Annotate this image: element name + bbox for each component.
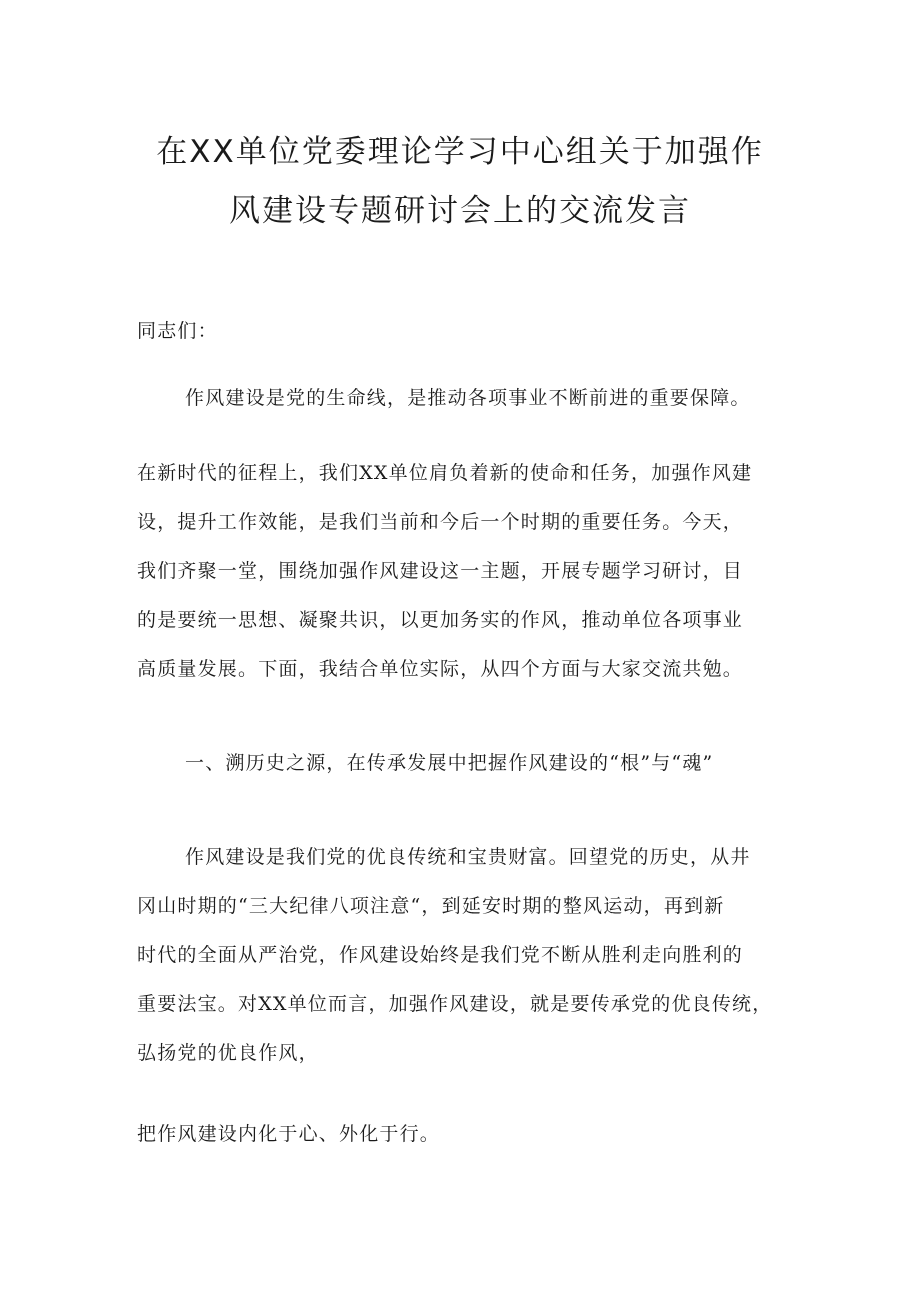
- salutation: 同志们：: [137, 320, 218, 342]
- paragraph2-line-2: 冈山时期的“三大纪律八项注意“，到延安时期的整风运动，再到新: [137, 895, 725, 917]
- paragraph3: 把作风建设内化于心、外化于行。: [137, 1123, 441, 1145]
- paragraph1-line-3: 设，提升工作效能，是我们当前和今后一个时期的重要任务。今天，: [137, 511, 744, 533]
- paragraph2-line-4: 重要法宝。对XX单位而言，加强作风建设，就是要传承党的优良传统，: [137, 993, 773, 1015]
- paragraph1-line-4: 我们齐聚一堂，围绕加强作风建设这一主题，开展专题学习研讨，目: [137, 560, 744, 582]
- section-heading-1: 一、溯历史之源，在传承发展中把握作风建设的“根”与“魂”: [185, 752, 714, 774]
- paragraph1-line-6: 高质量发展。下面，我结合单位实际，从四个方面与大家交流共勉。: [137, 658, 744, 680]
- paragraph2-line-1: 作风建设是我们党的优良传统和宝贵财富。回望党的历史，从井: [185, 846, 751, 868]
- title-line-1: 在XX单位党委理论学习中心组关于加强作: [156, 134, 764, 170]
- paragraph1-line-1: 作风建设是党的生命线，是推动各项事业不断前进的重要保障。: [185, 387, 751, 409]
- paragraph1-line-2: 在新时代的征程上，我们XX单位肩负着新的使命和任务，加强作风建: [137, 462, 753, 484]
- paragraph1-line-5: 的是要统一思想、凝聚共识，以更加务实的作风，推动单位各项事业: [137, 609, 744, 631]
- paragraph2-line-3: 时代的全面从严治党，作风建设始终是我们党不断从胜利走向胜利的: [137, 944, 744, 966]
- paragraph2-line-5: 弘扬党的优良作风，: [137, 1042, 319, 1064]
- title-line-2: 风建设专题研讨会上的交流发言: [229, 193, 691, 229]
